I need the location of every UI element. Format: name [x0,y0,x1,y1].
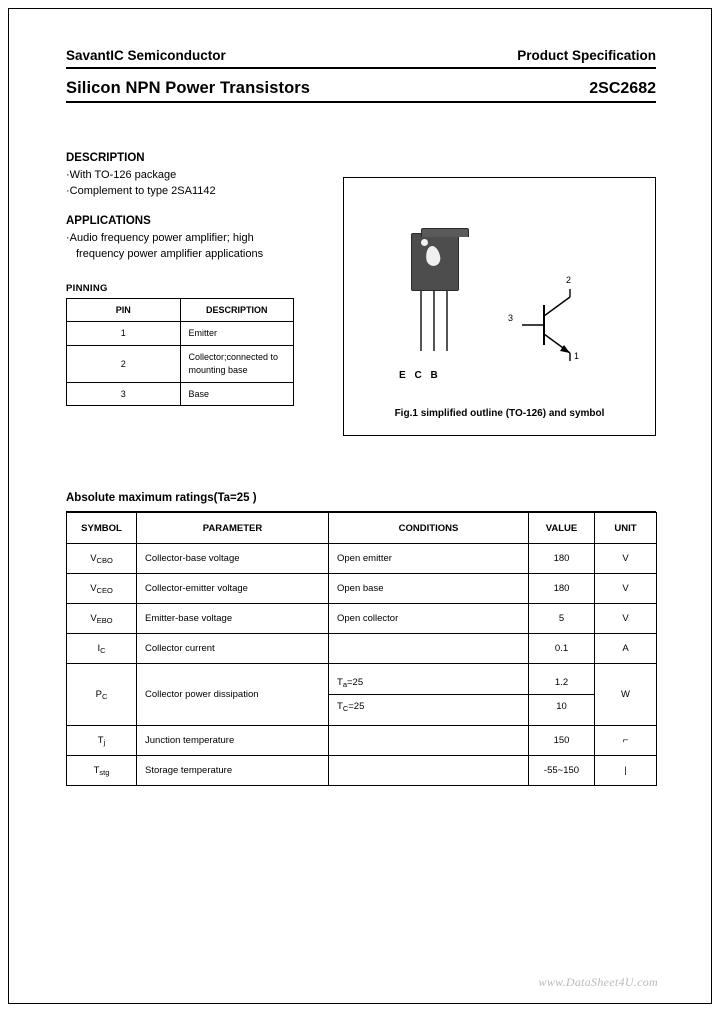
symbol-pin-1-label: 1 [574,351,580,361]
ratings-conditions: Open base [329,574,529,604]
ratings-parameter: Collector-emitter voltage [137,574,329,604]
ratings-value: 150 [529,726,595,756]
pin-description: Emitter [180,322,294,345]
package-body [411,233,459,291]
part-number: 2SC2682 [589,80,656,97]
ratings-parameter: Storage temperature [137,756,329,786]
ratings-unit: ⌐ [595,726,657,756]
ratings-conditions [329,726,529,756]
header-divider [66,67,656,69]
ratings-value: 180 [529,544,595,574]
table-row [67,322,294,345]
table-header-row [67,513,657,544]
package-marking-shape [425,245,442,267]
ratings-title: Absolute maximum ratings(Ta=25 ) [66,492,257,504]
footer-watermark: www.DataSheet4U.com [538,975,658,989]
pin-label-ecb: E C B [399,370,441,381]
ratings-unit: V [595,574,657,604]
ratings-col-unit: UNIT [595,513,657,544]
pin-description: Collector;connected to mounting base [180,345,294,382]
cond-a-sub: a [342,680,347,689]
ratings-condition-b [329,695,528,718]
transistor-symbol-svg [504,283,614,373]
pinning-col-description: DESCRIPTION [180,299,294,322]
table-header-row [67,299,294,322]
pinning-table [66,298,294,405]
ratings-symbol [67,544,137,574]
company-name: SavantIC Semiconductor [66,48,226,63]
ratings-parameter: Collector power dissipation [137,664,329,726]
symbol-subscript: CEO [96,586,113,595]
applications-block [66,215,316,262]
description-line-2: ·Complement to type 2SA1142 [66,184,216,197]
symbol-subscript: CBO [96,556,113,565]
ratings-col-value: VALUE [529,513,595,544]
ratings-col-parameter: PARAMETER [137,513,329,544]
absolute-maximum-ratings-table [66,512,657,786]
applications-heading: APPLICATIONS [66,214,151,227]
ratings-parameter: Collector-base voltage [137,544,329,574]
pin-number: 1 [67,322,181,345]
figure-box [343,177,656,436]
document-type: Product Specification [517,48,656,63]
title-divider [66,101,656,103]
symbol-subscript: stg [99,768,110,777]
cond-a-main: T [337,677,343,688]
ratings-conditions: Open collector [329,604,529,634]
header-row [66,48,656,67]
lead-1 [420,291,422,351]
cond-b-main: T [337,701,343,712]
ratings-parameter: Emitter-base voltage [137,604,329,634]
table-row [67,756,657,786]
symbol-pin-3-label: 3 [508,313,514,323]
lead-2 [433,291,435,351]
ratings-unit: | [595,756,657,786]
symbol-main: V [90,553,97,564]
ratings-conditions [329,756,529,786]
ratings-conditions [329,634,529,664]
ratings-condition-a [329,671,528,695]
pin-description: Base [180,382,294,405]
applications-line-2: frequency power amplifier applications [76,247,264,260]
cond-b-sub: C [342,704,349,713]
ratings-col-symbol: SYMBOL [67,513,137,544]
table-row [67,726,657,756]
ratings-symbol [67,574,137,604]
symbol-main: P [95,689,102,700]
symbol-main: T [97,735,104,746]
pin-number: 3 [67,382,181,405]
applications-line-1: ·Audio frequency power amplifier; high [66,231,254,244]
ratings-value-a: 1.2 [529,671,594,695]
table-row [67,634,657,664]
table-row [67,544,657,574]
left-column [66,152,316,406]
package-mounting-hole [421,239,428,246]
table-row [67,345,294,382]
ratings-value: 180 [529,574,595,604]
table-row [67,382,294,405]
figure-caption: Fig.1 simplified outline (TO-126) and symbol [394,408,605,419]
ratings-value: -55~150 [529,756,595,786]
table-row [67,604,657,634]
ratings-parameter: Collector current [137,634,329,664]
package-leads [402,291,466,353]
ratings-symbol [67,664,137,726]
ratings-unit: A [595,634,657,664]
table-row [67,574,657,604]
ratings-value-split [529,664,595,726]
page-title: Silicon NPN Power Transistors [66,79,311,97]
pin-number: 2 [67,345,181,382]
npn-transistor-symbol [504,275,614,373]
ratings-symbol [67,726,137,756]
ratings-unit: W [595,664,657,726]
cond-a-rest: =25 [346,677,364,688]
pinning-heading: PINNING [66,283,108,295]
description-line-1: ·With TO-126 package [66,169,177,181]
title-row [66,79,656,101]
table-row [67,664,657,726]
ratings-unit: V [595,544,657,574]
symbol-main: T [93,765,100,776]
ratings-conditions: Open emitter [329,544,529,574]
symbol-pin-2-label: 2 [566,275,572,285]
symbol-main: V [90,613,97,624]
ratings-value-b: 10 [556,701,567,712]
package-outline-drawing [402,233,466,353]
ratings-symbol [67,604,137,634]
page-header [66,48,656,103]
package-mounting-tab [421,228,469,237]
ratings-conditions-split [329,664,529,726]
ratings-value: 5 [529,604,595,634]
description-heading: DESCRIPTION [66,152,145,164]
symbol-main: V [90,583,97,594]
symbol-subscript: EBO [96,616,113,625]
ratings-symbol [67,634,137,664]
cond-b-rest: =25 [348,701,365,712]
symbol-subscript: C [100,646,106,655]
symbol-main: I [97,643,101,654]
ratings-parameter: Junction temperature [137,726,329,756]
symbol-subscript: j [103,738,106,747]
ratings-col-conditions: CONDITIONS [329,513,529,544]
ratings-unit: V [595,604,657,634]
lead-3 [446,291,448,351]
pinning-col-pin: PIN [67,299,181,322]
ratings-symbol [67,756,137,786]
symbol-subscript: C [101,692,108,701]
ratings-value: 0.1 [529,634,595,664]
